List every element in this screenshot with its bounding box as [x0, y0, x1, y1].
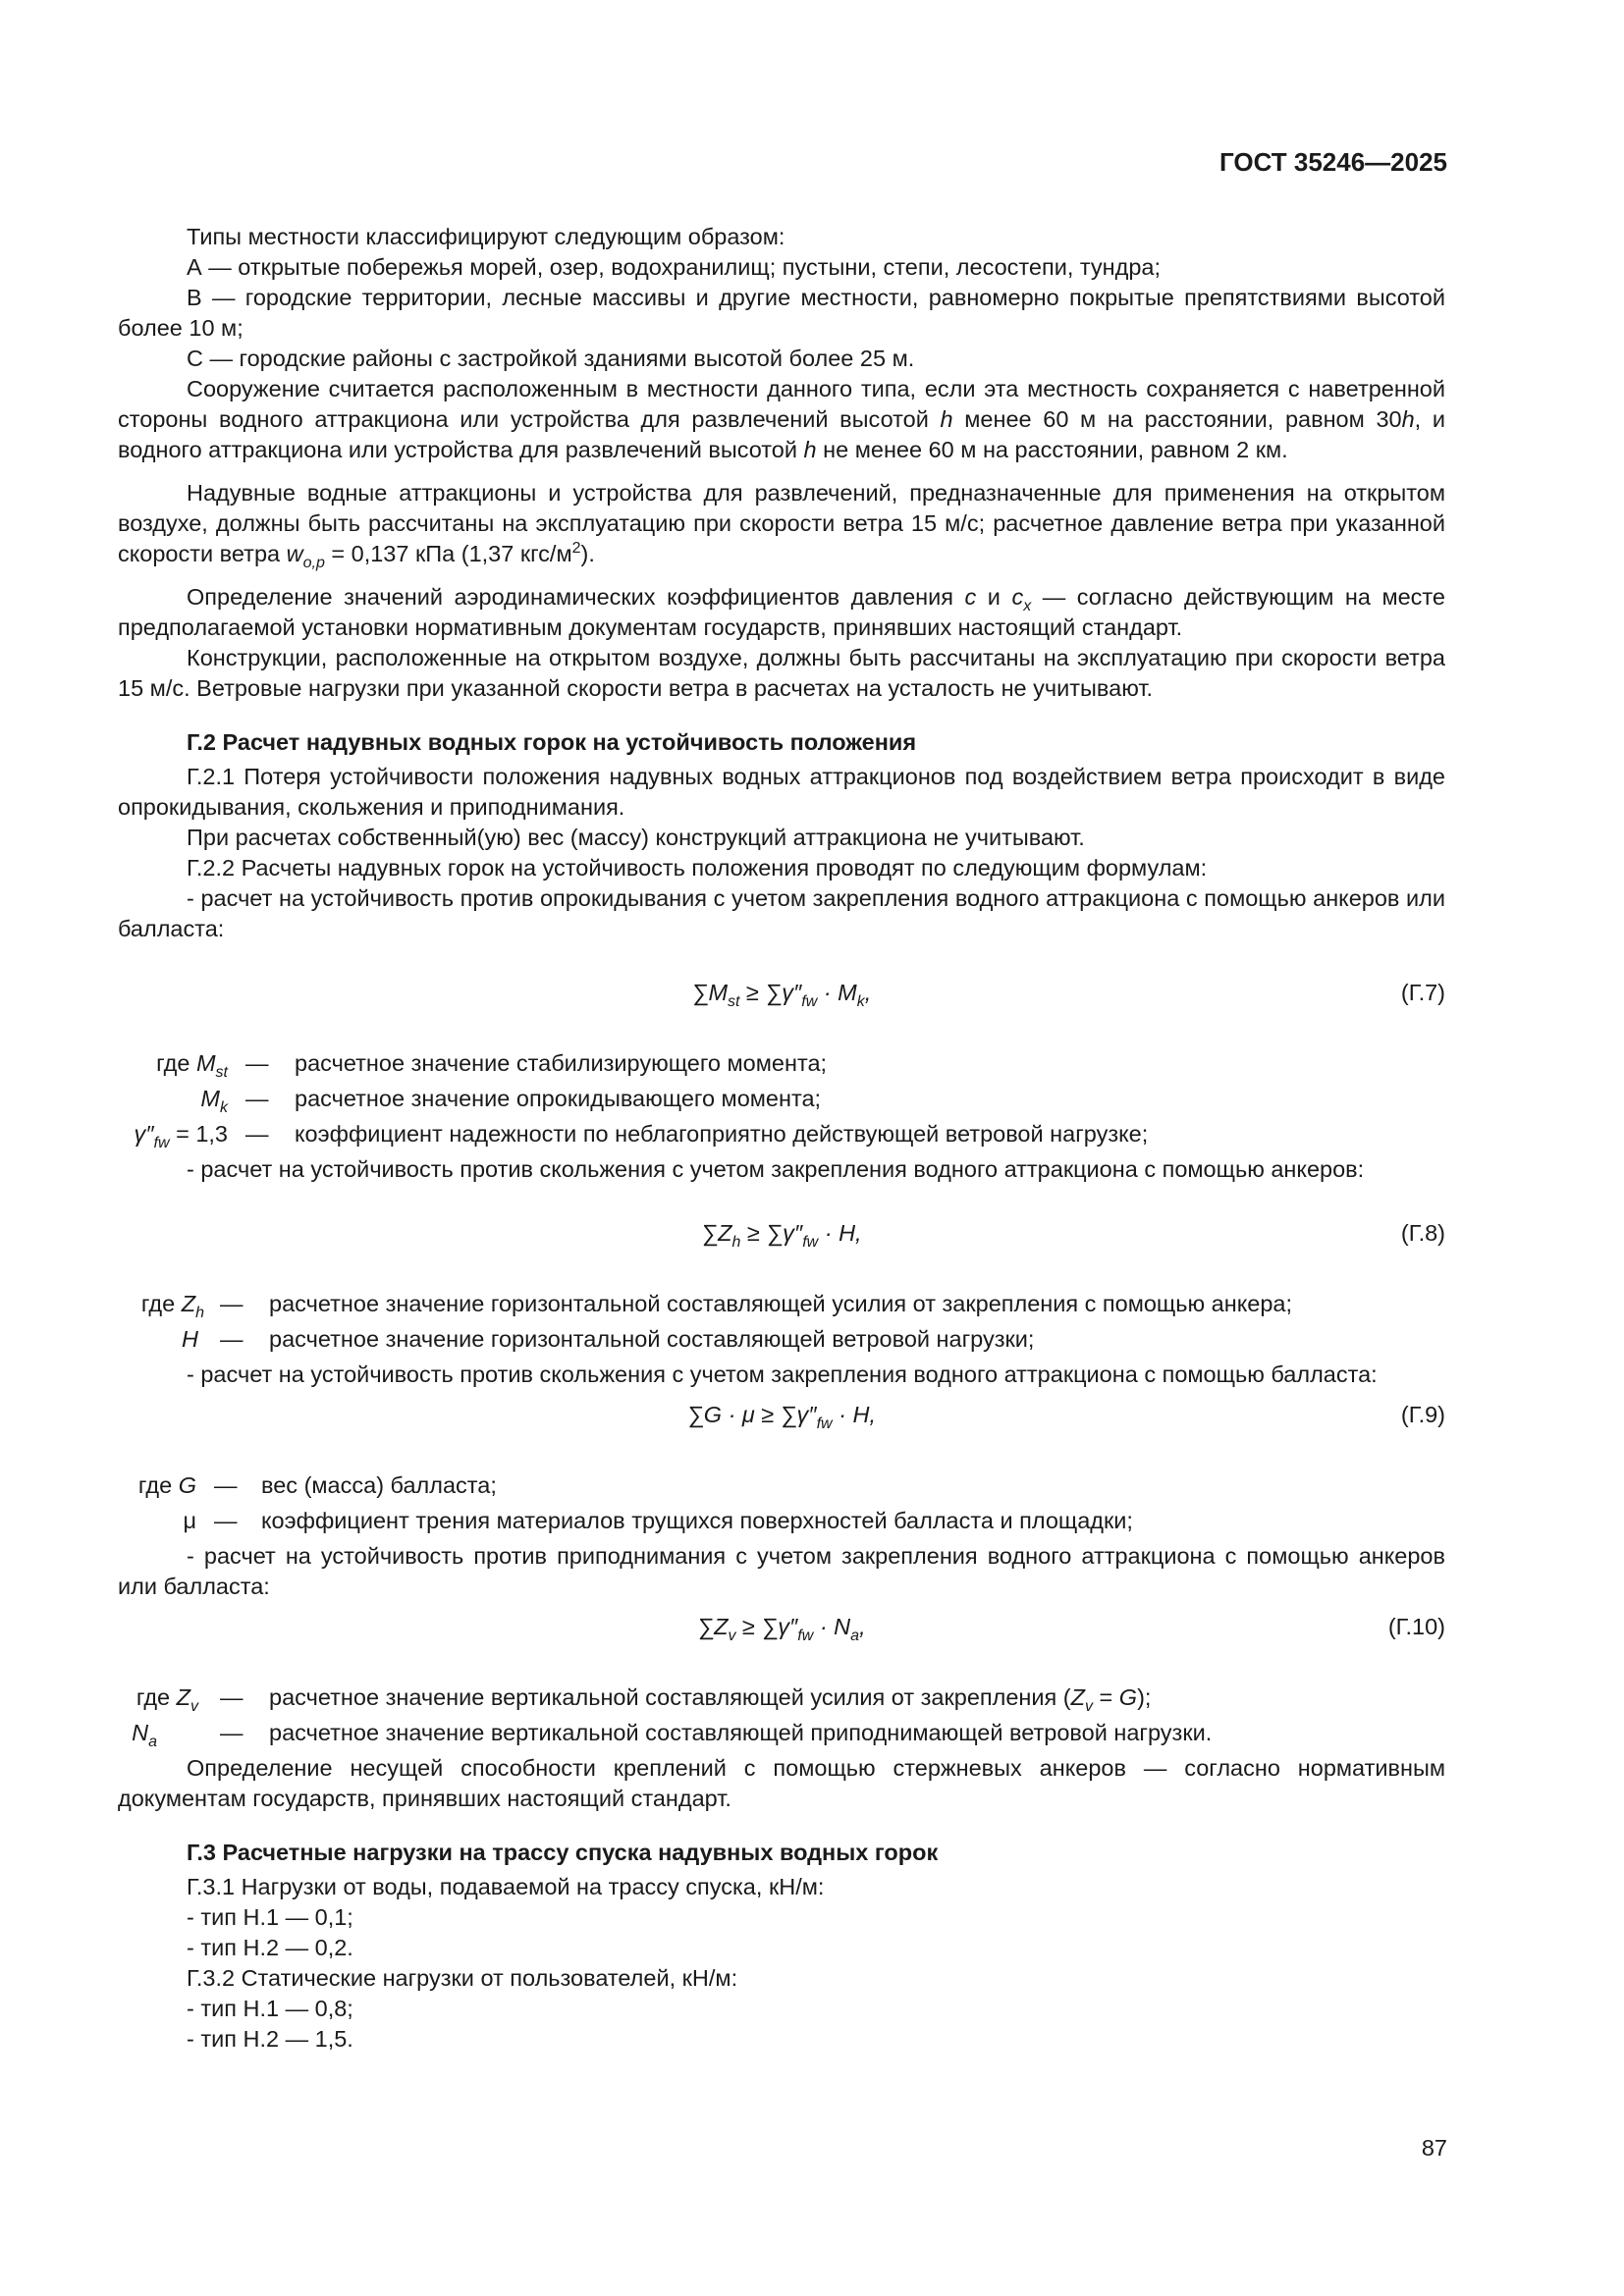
formula-expression: $\sum Z_v \ge \sum\gamma''_{fw} \cdot N_a$,	[697, 1614, 866, 1644]
document-header: ГОСТ 35246—2025	[1219, 147, 1447, 177]
formula-g9	[118, 1400, 1445, 1439]
paragraph: Определение несущей способности креплений с помощью стержневых анкеров — согласно нормативным документам государств, принявших настоящий стандарт.	[118, 1755, 1445, 1811]
legend-dash: —	[245, 1121, 269, 1147]
paragraph: Определение значений аэродинамических коэффициентов давления c и $c_x$ — согласно действующим на месте предполагаемой установки нормативным документам государств, принявших настоящий стандарт.	[118, 584, 1445, 640]
legend-dash: —	[220, 1720, 244, 1745]
legend-text: расчетное значение стабилизирующего момента;	[295, 1050, 828, 1076]
list-item: - тип Н.1 — 0,1;	[187, 1904, 353, 1930]
legend-row	[118, 1470, 1445, 1506]
formula-number: (Г.8)	[1400, 1220, 1445, 1246]
formula-expression: $\sum Z_h \ge \sum\gamma''_{fw} \cdot H$,	[701, 1220, 862, 1251]
legend-dash: —	[220, 1326, 244, 1352]
paragraph: С — городские районы с застройкой зданиями высотой более 25 м.	[187, 346, 915, 371]
legend-row	[118, 1324, 1445, 1360]
formula-number: (Г.9)	[1400, 1402, 1445, 1427]
legend-symbol: $N_a$	[132, 1720, 157, 1750]
list-item: - тип Н.2 — 1,5.	[187, 2026, 353, 2052]
legend-text: коэффициент трения материалов трущихся поверхностей балласта и площадки;	[261, 1508, 1133, 1533]
paragraph: Г.2.1 Потеря устойчивости положения надувных водных аттракционов под воздействием ветра происходит в виде опрокидывания, скольжения и приподнимания.	[118, 764, 1445, 820]
legend-g9	[118, 1470, 1445, 1541]
legend-row	[118, 1718, 1445, 1753]
formula-expression: $\sum M_{st} \ge \sum\gamma''_{fw} \cdot M_k$,	[691, 980, 872, 1010]
list-item: - тип Н.1 — 0,8;	[187, 1996, 353, 2021]
legend-symbol: где $Z_h$	[140, 1291, 204, 1321]
paragraph: Г.2.2 Расчеты надувных горок на устойчивость положения проводят по следующим формулам:	[187, 855, 1208, 881]
legend-dash: —	[245, 1086, 269, 1111]
page-content	[118, 222, 1445, 2055]
formula-g10	[118, 1612, 1445, 1651]
legend-symbol: $\gamma''_{fw} = 1,3$	[134, 1121, 228, 1151]
legend-dash: —	[214, 1472, 238, 1498]
formula-number: (Г.10)	[1387, 1614, 1445, 1639]
legend-row	[118, 1506, 1445, 1541]
legend-dash: —	[220, 1291, 244, 1316]
list-item: - тип Н.2 — 0,2.	[187, 1935, 353, 1960]
legend-symbol: где $M_{st}$	[156, 1050, 228, 1081]
section-heading: Г.3 Расчетные нагрузки на трассу спуска надувных водных горок	[187, 1840, 939, 1865]
legend-row	[118, 1119, 1445, 1154]
legend-row	[118, 1048, 1445, 1084]
legend-symbol: H	[182, 1326, 198, 1352]
legend-symbol: где G	[137, 1472, 196, 1498]
paragraph: Надувные водные аттракционы и устройства для развлечений, предназначенные для применения на открытом воздухе, должны быть рассчитаны на эксплуатацию при скорости ветра 15 м/с; расчетное давление ветра при указанной скорости ветра $w_{o,p} = 0,137$ кПа (1,37 кгс/$м^2$).	[118, 480, 1445, 571]
paragraph: Конструкции, расположенные на открытом воздухе, должны быть рассчитаны на эксплуатацию при скорости ветра 15 м/с. Ветровые нагрузки при указанной скорости ветра в расчетах на усталость не учитывают.	[118, 645, 1445, 701]
legend-g8	[118, 1289, 1445, 1360]
formula-number: (Г.7)	[1400, 980, 1445, 1005]
legend-text: расчетное значение горизонтальной составляющей ветровой нагрузки;	[269, 1326, 1035, 1352]
section-heading: Г.2 Расчет надувных водных горок на устойчивость положения	[187, 729, 917, 755]
paragraph: Сооружение считается расположенным в местности данного типа, если эта местность сохраняется с наветренной стороны водного аттракциона или устройства для развлечений высотой h менее 60 м на расстоянии, равном 30h, и водного аттракциона или устройства для развлечений высотой h не менее 60 м на расстоянии, равном 2 км.	[118, 376, 1445, 462]
list-item: Г.3.2 Статические нагрузки от пользователей, кН/м:	[187, 1965, 738, 1991]
legend-text: расчетное значение вертикальной составляющей усилия от закрепления $(Z_v = G)$;	[269, 1684, 1152, 1715]
legend-row	[118, 1682, 1445, 1718]
formula-g8	[118, 1218, 1445, 1257]
paragraph: При расчетах собственный(ую) вес (массу) конструкций аттракциона не учитывают.	[187, 825, 1085, 850]
paragraph: Типы местности классифицируют следующим образом:	[187, 224, 785, 249]
paragraph: - расчет на устойчивость против опрокидывания с учетом закрепления водного аттракциона с помощью анкеров или балласта:	[118, 885, 1445, 941]
legend-text: коэффициент надежности по неблагоприятно действующей ветровой нагрузке;	[295, 1121, 1149, 1147]
legend-dash: —	[220, 1684, 244, 1710]
page-number: 87	[1421, 2135, 1447, 2161]
paragraph: - расчет на устойчивость против скольжения с учетом закрепления водного аттракциона с помощью балласта:	[187, 1362, 1378, 1387]
legend-g10	[118, 1682, 1445, 1753]
legend-text: расчетное значение опрокидывающего момента;	[295, 1086, 822, 1111]
formula-g7	[118, 978, 1445, 1017]
legend-text: расчетное значение вертикальной составляющей приподнимающей ветровой нагрузки.	[269, 1720, 1213, 1745]
legend-row	[118, 1084, 1445, 1119]
paragraph: - расчет на устойчивость против скольжения с учетом закрепления водного аттракциона с помощью анкеров:	[187, 1156, 1365, 1182]
paragraph: - расчет на устойчивость против приподнимания с учетом закрепления водного аттракциона с помощью анкеров или балласта:	[118, 1543, 1445, 1599]
legend-text: расчетное значение горизонтальной составляющей усилия от закрепления с помощью анкера;	[269, 1291, 1292, 1316]
formula-expression: $\sum G \cdot \mu \ge \sum\gamma''_{fw} \cdot H$,	[687, 1402, 876, 1432]
legend-g7	[118, 1048, 1445, 1154]
list-item: Г.3.1 Нагрузки от воды, подаваемой на трассу спуска, кН/м:	[187, 1874, 825, 1899]
paragraph: В — городские территории, лесные массивы и другие местности, равномерно покрытые препятствиями высотой более 10 м;	[118, 285, 1445, 341]
legend-dash: —	[245, 1050, 269, 1076]
legend-dash: —	[214, 1508, 238, 1533]
legend-text: вес (масса) балласта;	[261, 1472, 497, 1498]
legend-row	[118, 1289, 1445, 1324]
legend-symbol: μ	[183, 1508, 196, 1533]
legend-symbol: $M_k$	[200, 1086, 228, 1116]
legend-symbol: где $Z_v$	[135, 1684, 198, 1715]
paragraph: А — открытые побережья морей, озер, водохранилищ; пустыни, степи, лесостепи, тундра;	[187, 254, 1162, 280]
